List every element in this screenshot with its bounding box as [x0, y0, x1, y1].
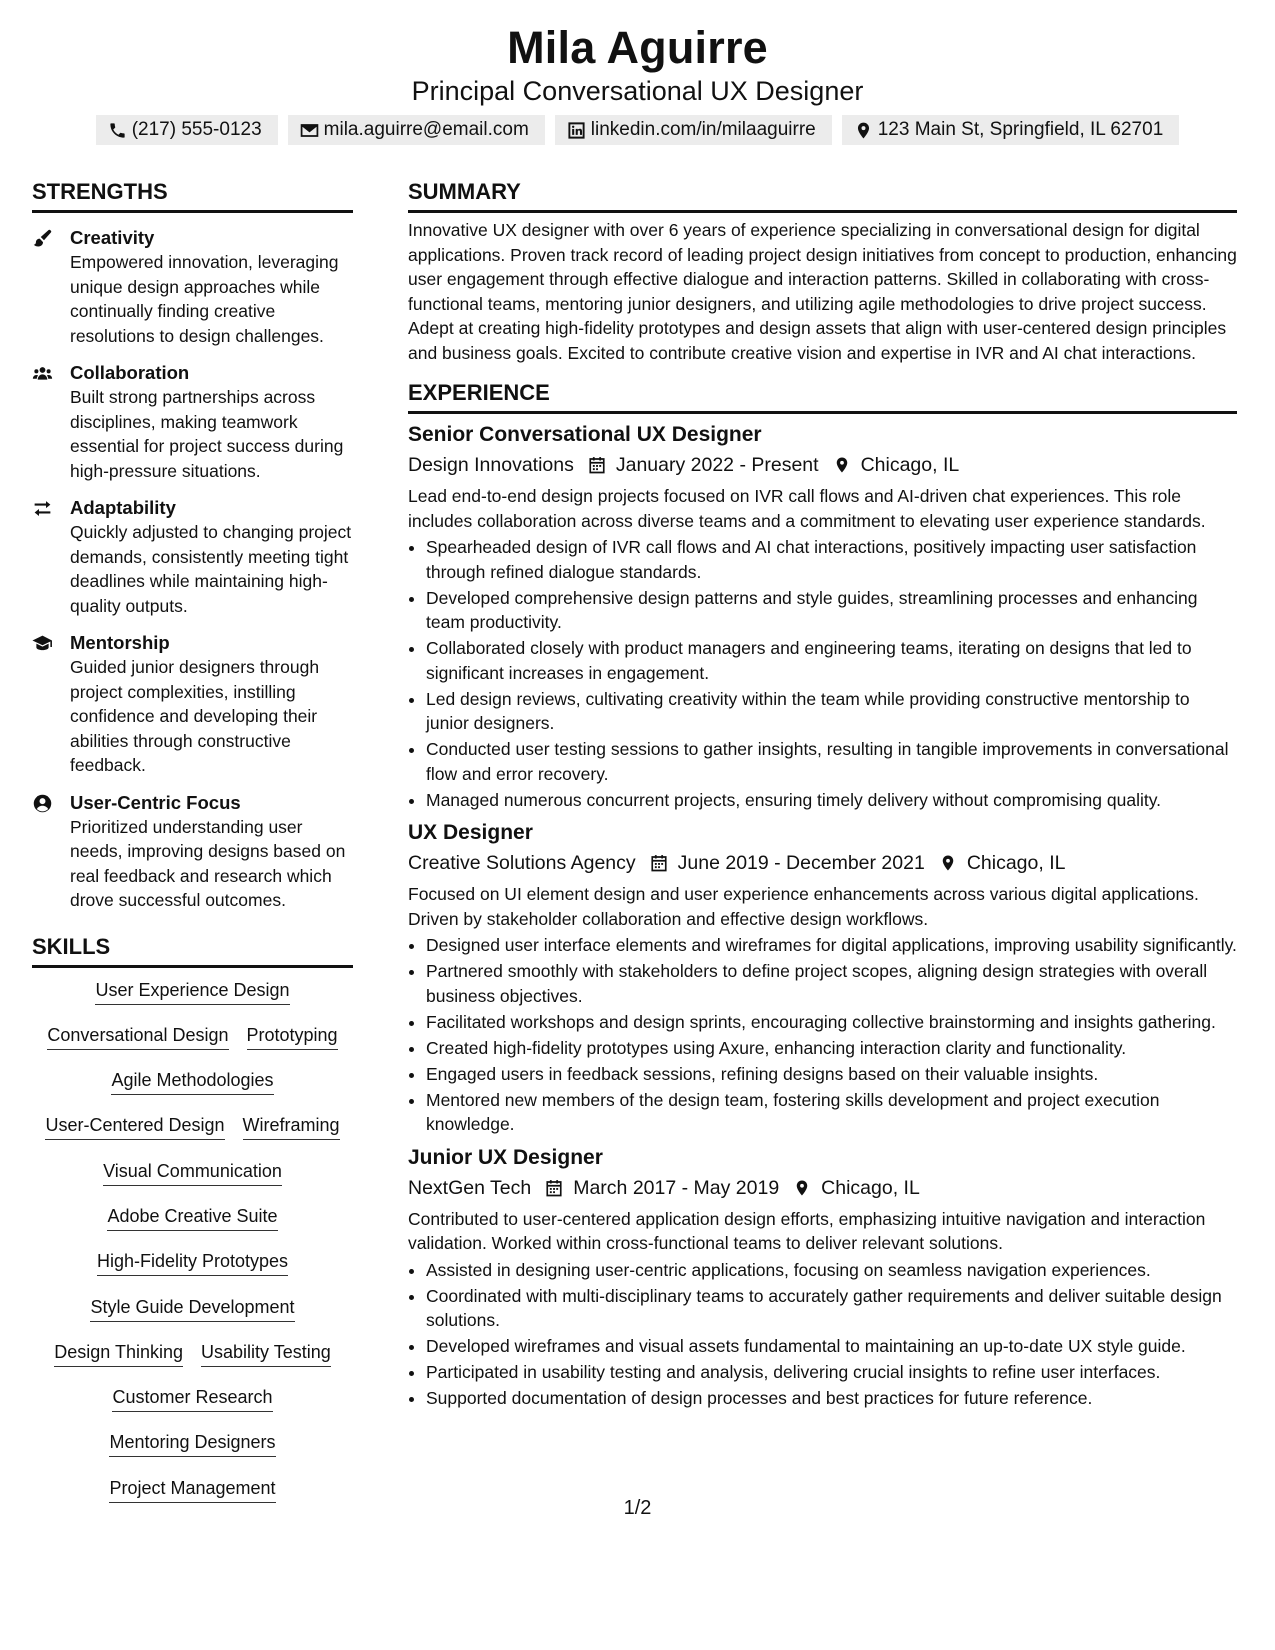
job-title: Senior Conversational UX Designer: [408, 423, 762, 446]
job-entry: [408, 420, 1237, 812]
contact-linkedin[interactable]: [555, 115, 832, 145]
skill-tag: Project Management: [109, 1476, 275, 1503]
skill-tag: Prototyping: [247, 1023, 338, 1050]
paintbrush-icon: [32, 228, 53, 249]
list-item: • Mentored new members of the design team, fostering skills development and project execution knowledge.: [426, 1088, 1237, 1137]
list-item: • Designed user interface elements and wireframes for digital applications, improving usability significantly.: [426, 933, 1237, 958]
calendar-icon: [650, 854, 668, 872]
job-meta: [408, 450, 1237, 480]
list-item: • Assisted in designing user-centric applications, focusing on seamless navigation experiences.: [426, 1258, 1237, 1283]
calendar-icon: [588, 456, 606, 474]
strength-desc: Empowered innovation, leveraging unique design approaches while continually finding creative resolutions to design challenges.: [70, 252, 339, 346]
calendar-icon: [545, 1179, 563, 1197]
strength-item: [32, 495, 353, 618]
summary-text: Innovative UX designer with over 6 years of experience specializing in conversational design for digital applications. Proven track record of leading project design initiatives from concept to production, enhancing user engagement through effective dialogue and interaction patterns. Skilled in collaborating with cross-functional teams, mentoring junior designers, and utilizing agile methodologies to drive project success. Adept at creating high-fidelity prototypes and design assets that align with user-centered design principles and business goals. Excited to contribute creative vision and expertise in IVR and AI chat interactions.: [408, 220, 1237, 363]
strengths-heading: STRENGTHS: [32, 178, 353, 213]
job-description: Focused on UI element design and user experience enhancements across various digital applications. Driven by stakeholder collaboration and effective design workflows.: [408, 884, 1199, 929]
contact-phone[interactable]: [96, 115, 278, 145]
strength-title: Creativity: [70, 227, 155, 248]
page-number: 1/2: [623, 1497, 652, 1519]
skill-tag: Style Guide Development: [90, 1295, 294, 1322]
job-bullets: [408, 535, 1237, 812]
linkedin-icon: [567, 121, 586, 140]
skill-tag: Conversational Design: [47, 1023, 228, 1050]
experience-heading: EXPERIENCE: [408, 379, 1237, 414]
list-item: • Developed wireframes and visual assets fundamental to maintaining an up-to-date UX style guide.: [426, 1334, 1237, 1359]
contact-linkedin-text: linkedin.com/in/milaaguirre: [590, 119, 816, 140]
list-item: • Led design reviews, cultivating creativity within the team while providing constructive mentorship to junior designers.: [426, 687, 1237, 736]
strength-title: Mentorship: [70, 632, 170, 653]
list-item: • Spearheaded design of IVR call flows and AI chat interactions, positively impacting user satisfaction through refined dialogue standards.: [426, 535, 1237, 584]
envelope-icon: [300, 121, 319, 140]
skill-tag: User Experience Design: [95, 978, 289, 1005]
strength-item: [32, 790, 353, 913]
list-item: • Coordinated with multi-disciplinary teams to accurately gather requirements and deliver suitable design solutions.: [426, 1284, 1237, 1333]
strength-item: [32, 630, 353, 778]
left-column: [32, 178, 353, 1521]
job-company: Design Innovations: [408, 454, 574, 476]
contact-phone-text: (217) 555-0123: [131, 119, 262, 140]
list-item: • Partnered smoothly with stakeholders to define project scopes, aligning design strategies with overall business objectives.: [426, 959, 1237, 1008]
list-item: • Developed comprehensive design patterns and style guides, streamlining processes and enhancing team productivity.: [426, 586, 1237, 635]
skill-tag: Adobe Creative Suite: [107, 1204, 277, 1231]
contact-address-text: 123 Main St, Springfield, IL 62701: [877, 119, 1164, 140]
strength-desc: Prioritized understanding user needs, improving designs based on real feedback and research which drove successful outcomes.: [70, 816, 346, 910]
contact-email-text: mila.aguirre@email.com: [323, 119, 529, 140]
right-column: [408, 178, 1237, 1521]
list-item: • Collaborated closely with product managers and engineering teams, iterating on designs that led to significant increases in engagement.: [426, 636, 1237, 685]
job-entry: [408, 1143, 1237, 1411]
exchange-arrows-icon: [32, 498, 53, 519]
skill-tag: Design Thinking: [54, 1340, 183, 1367]
job-title: Junior UX Designer: [408, 1145, 603, 1169]
skill-tag: User-Centered Design: [45, 1113, 224, 1140]
strength-item: [32, 360, 353, 483]
job-bullets: [408, 933, 1237, 1137]
list-item: • Engaged users in feedback sessions, refining designs based on their valuable insights.: [426, 1062, 1237, 1087]
job-company: Creative Solutions Agency: [408, 852, 636, 874]
skill-tag: Customer Research: [112, 1385, 272, 1412]
strength-item: [32, 225, 353, 348]
summary-heading: SUMMARY: [408, 178, 1237, 213]
map-pin-icon: [833, 456, 851, 474]
strength-desc: Quickly adjusted to changing project demands, consistently meeting tight deadlines while maintaining high-quality outputs.: [70, 522, 352, 616]
strength-desc: Built strong partnerships across disciplines, making teamwork essential for project success during high-pressure situations.: [70, 387, 344, 481]
skill-tag: Usability Testing: [201, 1340, 331, 1367]
job-entry: [408, 818, 1237, 1137]
list-item: • Created high-fidelity prototypes using Axure, enhancing interaction clarity and functionality.: [426, 1036, 1237, 1061]
strength-title: Adaptability: [70, 497, 176, 518]
graduation-cap-icon: [32, 633, 53, 654]
strength-title: User-Centric Focus: [70, 791, 241, 813]
skill-tag: Wireframing: [243, 1113, 340, 1140]
skill-tag: Mentoring Designers: [109, 1430, 275, 1457]
skill-tag: Agile Methodologies: [111, 1068, 273, 1095]
list-item: • Managed numerous concurrent projects, ensuring timely delivery without compromising quality.: [426, 788, 1237, 813]
users-icon: [32, 363, 53, 384]
job-description: Lead end-to-end design projects focused on IVR call flows and AI-driven chat experiences. This role includes collaboration across diverse teams and a commitment to elevating user experience standards.: [408, 486, 1206, 531]
strength-title: Collaboration: [70, 362, 190, 383]
phone-icon: [108, 121, 127, 140]
map-pin-icon: [793, 1179, 811, 1197]
user-circle-icon: [32, 793, 53, 814]
job-company: NextGen Tech: [408, 1176, 532, 1199]
map-pin-icon: [854, 121, 873, 140]
job-location: Chicago, IL: [860, 454, 960, 476]
job-description: Contributed to user-centered application design efforts, emphasizing intuitive navigation and interaction validation. Worked within cross-functional teams to deliver relevant solutions.: [408, 1208, 1206, 1253]
skills-list: [32, 978, 353, 1522]
list-item: • Conducted user testing sessions to gather insights, resulting in tangible improvements in conversational flow and error recovery.: [426, 737, 1237, 786]
candidate-name: Mila Aguirre: [507, 22, 768, 73]
list-item: • Participated in usability testing and analysis, delivering crucial insights to refine user interfaces.: [426, 1360, 1237, 1385]
job-location: Chicago, IL: [966, 852, 1066, 874]
list-item: • Supported documentation of design processes and best practices for future reference.: [426, 1386, 1237, 1411]
job-dates: March 2017 - May 2019: [573, 1176, 780, 1199]
job-bullets: [408, 1258, 1237, 1411]
job-dates: June 2019 - December 2021: [677, 852, 925, 874]
contact-email[interactable]: [288, 115, 545, 145]
resume-body: [32, 178, 1237, 1521]
contact-bar: [0, 115, 1275, 145]
job-location: Chicago, IL: [821, 1176, 920, 1199]
resume-header: [0, 0, 1275, 145]
map-pin-icon: [939, 854, 957, 872]
candidate-title: Principal Conversational UX Designer: [411, 76, 864, 106]
job-meta: [408, 1173, 1237, 1203]
skill-tag: Visual Communication: [103, 1159, 282, 1186]
strength-desc: Guided junior designers through project complexities, instilling confidence and developing their abilities through constructive feedback.: [70, 657, 320, 775]
list-item: • Facilitated workshops and design sprints, encouraging collective brainstorming and insights gathering.: [426, 1010, 1237, 1035]
job-title: UX Designer: [408, 821, 533, 844]
job-dates: January 2022 - Present: [615, 454, 819, 476]
skills-heading: SKILLS: [32, 933, 353, 968]
contact-address[interactable]: [842, 115, 1180, 145]
skill-tag: High-Fidelity Prototypes: [97, 1249, 288, 1276]
job-meta: [408, 848, 1237, 878]
